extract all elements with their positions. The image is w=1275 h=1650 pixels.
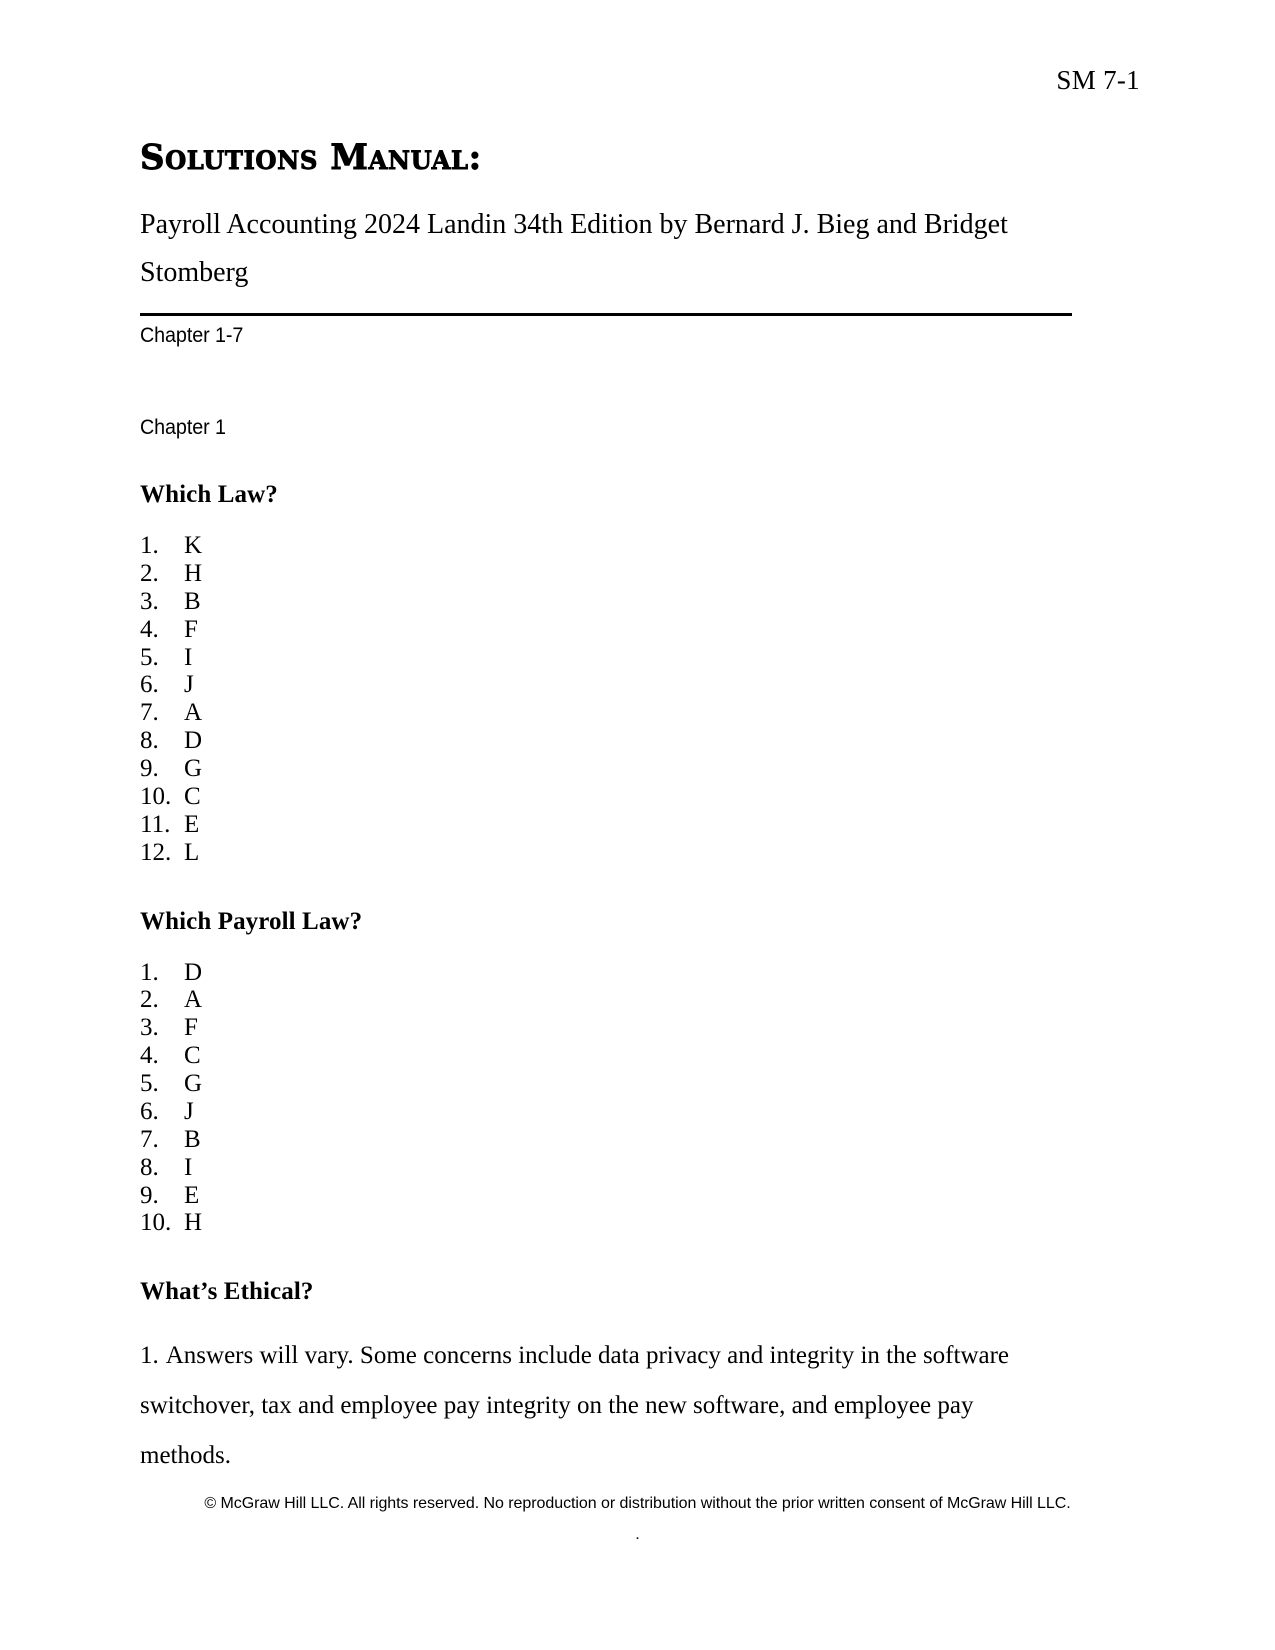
answer-number: 10.: [140, 782, 172, 810]
section-heading-which-law: Which Law?: [140, 481, 278, 508]
list-item: [140, 727, 1072, 755]
answer-value: D: [184, 958, 203, 986]
answer-value: J: [184, 671, 194, 699]
answer-value: C: [184, 782, 201, 810]
answer-value: F: [184, 615, 198, 643]
answer-number: 6.: [140, 671, 159, 699]
answer-value: I: [184, 643, 193, 671]
answer-number: 3.: [140, 1014, 159, 1042]
answer-number: 8.: [140, 1153, 159, 1181]
answer-value: G: [184, 1070, 203, 1097]
answer-number: 12.: [140, 838, 172, 866]
answer-list-which-law: [140, 510, 1072, 867]
list-item: [140, 699, 1072, 727]
answer-value: H: [184, 559, 203, 587]
list-item: [140, 644, 1072, 672]
list-item: [140, 811, 1072, 839]
list-item: [140, 671, 1072, 699]
list-item: [140, 986, 1072, 1014]
answer-value: F: [184, 1014, 198, 1042]
chapter-range-label: Chapter 1-7: [140, 324, 244, 348]
answer-number: 7.: [140, 1125, 159, 1153]
answer-number: 9.: [140, 1181, 159, 1209]
answer-number: 1.: [140, 958, 159, 986]
answer-value: D: [184, 727, 203, 755]
answer-list-which-payroll-law: [140, 937, 1072, 1238]
document-subtitle: Payroll Accounting 2024 Landin 34th Edition by Bernard J. Bieg and Bridget Stomberg: [140, 209, 1008, 289]
list-item: [140, 1070, 1072, 1098]
answer-number: 5.: [140, 1070, 159, 1097]
answer-number: 3.: [140, 587, 159, 615]
answer-number: 4.: [140, 615, 159, 643]
answer-value: E: [184, 810, 200, 838]
list-item: [140, 839, 1072, 867]
document-content: [140, 0, 1072, 1481]
list-item: [140, 1126, 1072, 1154]
answer-value: C: [184, 1042, 201, 1070]
chapter-label: Chapter 1: [140, 415, 226, 439]
section-heading-which-payroll-law: Which Payroll Law?: [140, 907, 363, 935]
answer-value: E: [184, 1181, 200, 1209]
footer-trailing-mark: .: [635, 1526, 640, 1543]
answer-number: 2.: [140, 986, 159, 1014]
answer-number: 10.: [140, 1209, 172, 1237]
answer-number: 11.: [140, 810, 171, 838]
answer-number: 6.: [140, 1097, 159, 1125]
answer-value: L: [184, 838, 200, 866]
answer-number: 7.: [140, 699, 159, 727]
answer-number: 9.: [140, 755, 159, 782]
answer-value: I: [184, 1153, 193, 1181]
answer-value: A: [184, 699, 203, 727]
ethical-answer-paragraph: [140, 1307, 1070, 1481]
answer-value: B: [184, 587, 201, 615]
running-header-page-marker: SM 7-1: [1056, 65, 1140, 95]
list-item: [140, 532, 1072, 560]
answer-number: 2.: [140, 559, 159, 587]
list-item: [140, 560, 1072, 588]
list-item: [140, 1154, 1072, 1182]
list-item: [140, 1014, 1072, 1042]
list-item: [140, 755, 1072, 783]
list-item: [140, 1209, 1072, 1237]
answer-text: Answers will vary. Some concerns include data privacy and integrity in the software switchover, tax and employee pay integrity on the new software, and employee pay methods.: [140, 1342, 1010, 1470]
page-title: Solutions Manual:: [140, 137, 482, 178]
footer-copyright: © McGraw Hill LLC. All rights reserved. No reproduction or distribution without the prior written consent of McGraw Hill LLC.: [204, 1495, 1071, 1512]
list-item: [140, 616, 1072, 644]
answer-value: G: [184, 755, 203, 782]
answer-value: B: [184, 1125, 201, 1153]
list-item: [140, 959, 1072, 987]
list-item: [140, 1098, 1072, 1126]
list-item: [140, 1182, 1072, 1210]
answer-value: J: [184, 1097, 194, 1125]
answer-value: K: [184, 532, 203, 559]
list-item: [140, 588, 1072, 616]
answer-number: 1.: [140, 532, 159, 559]
answer-number: 5.: [140, 643, 159, 671]
answer-number: 1.: [140, 1342, 159, 1370]
list-item: [140, 1042, 1072, 1070]
answer-value: H: [184, 1209, 203, 1237]
answer-number: 8.: [140, 727, 159, 755]
section-heading-whats-ethical: What’s Ethical?: [140, 1278, 314, 1306]
answer-value: A: [184, 986, 203, 1014]
list-item: [140, 783, 1072, 811]
answer-number: 4.: [140, 1042, 159, 1070]
